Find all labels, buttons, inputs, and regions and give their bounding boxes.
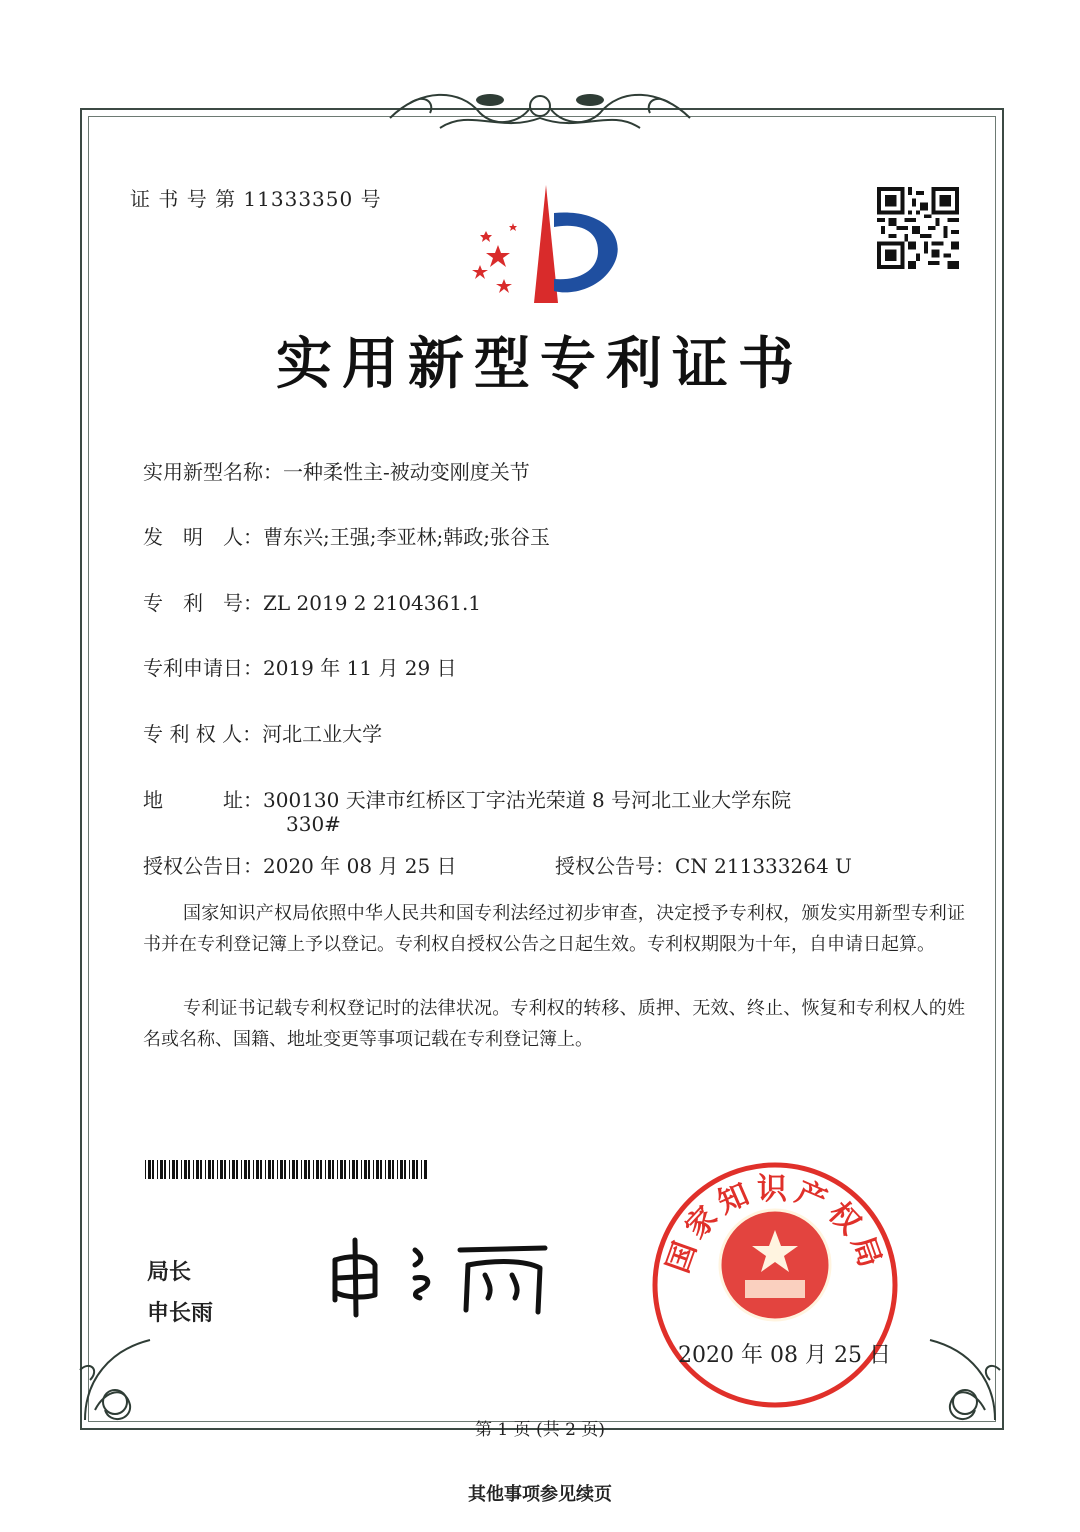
legal-status-paragraph: 专利证书记载专利权登记时的法律状况。专利权的转移、质押、无效、终止、恢复和专利权人的姓名或名称、国籍、地址变更等事项记载在专利登记簿上。 [143,998,965,1050]
certificate-title: 实用新型专利证书 [276,332,804,397]
grant-statement-paragraph: 国家知识产权局依照中华人民共和国专利法经过初步审查，决定授予专利权，颁发实用新型专利证书并在专利登记簿上予以登记。专利权自授权公告之日起生效。专利权期限为十年，自申请日起算。 [143,903,965,955]
bottom-right-ornament-icon [890,1310,1010,1430]
grant-number-value: CN 211333264 U [675,854,852,878]
application-date-value: 2019 年 11 月 29 日 [263,656,457,680]
handwritten-signature-icon [320,1230,560,1320]
seal-date: 2020 年 08 月 25 日 [678,1343,891,1368]
application-date-row [143,652,457,681]
bottom-left-ornament-icon [70,1310,190,1430]
grant-number-label: 授权公告号： [555,854,675,878]
patent-number-label: 专 利 号： [143,591,263,615]
patent-number-row [143,587,481,616]
grant-number-row [555,850,852,879]
inventor-label: 发 明 人： [143,525,263,549]
utility-model-name-value: 一种柔性主-被动变刚度关节 [283,460,530,484]
top-ornament-icon [380,78,700,138]
inventor-row [143,521,550,550]
qr-code-icon [877,187,959,269]
patentee-row [143,718,382,747]
grant-date-row [143,850,457,879]
patentee-value: 河北工业大学 [262,722,383,746]
patent-number-value: ZL 2019 2 2104361.1 [263,591,482,615]
address-value-line1: 300130 天津市红桥区丁字沽光荣道 8 号河北工业大学东院 [263,788,792,812]
utility-model-name-row [143,456,530,485]
footer-note: 其他事项参见续页 [468,1484,612,1505]
official-seal-icon [650,1160,900,1410]
grant-date-value: 2020 年 08 月 25 日 [263,854,457,878]
signatory-name: 申长雨 [147,1301,214,1326]
address-label: 地 址： [143,788,263,812]
address-row [143,784,791,813]
utility-model-name-label: 实用新型名称： [143,460,283,484]
barcode-icon [145,1160,427,1179]
application-date-label: 专利申请日： [143,656,263,680]
patentee-label: 专 利 权 人： [143,722,263,746]
cnipa-emblem-icon [458,183,628,313]
grant-date-label: 授权公告日： [143,854,263,878]
address-value-line2: 330# [286,812,341,836]
certificate-number: 证 书 号 第 11333350 号 [130,187,382,211]
page-number: 第 1 页 (共 2 页) [475,1420,605,1440]
seal-text: 国家知识产权局 [660,1172,890,1278]
signatory-role: 局长 [147,1260,192,1285]
inventor-value: 曹东兴;王强;李亚林;韩政;张谷玉 [263,525,550,549]
